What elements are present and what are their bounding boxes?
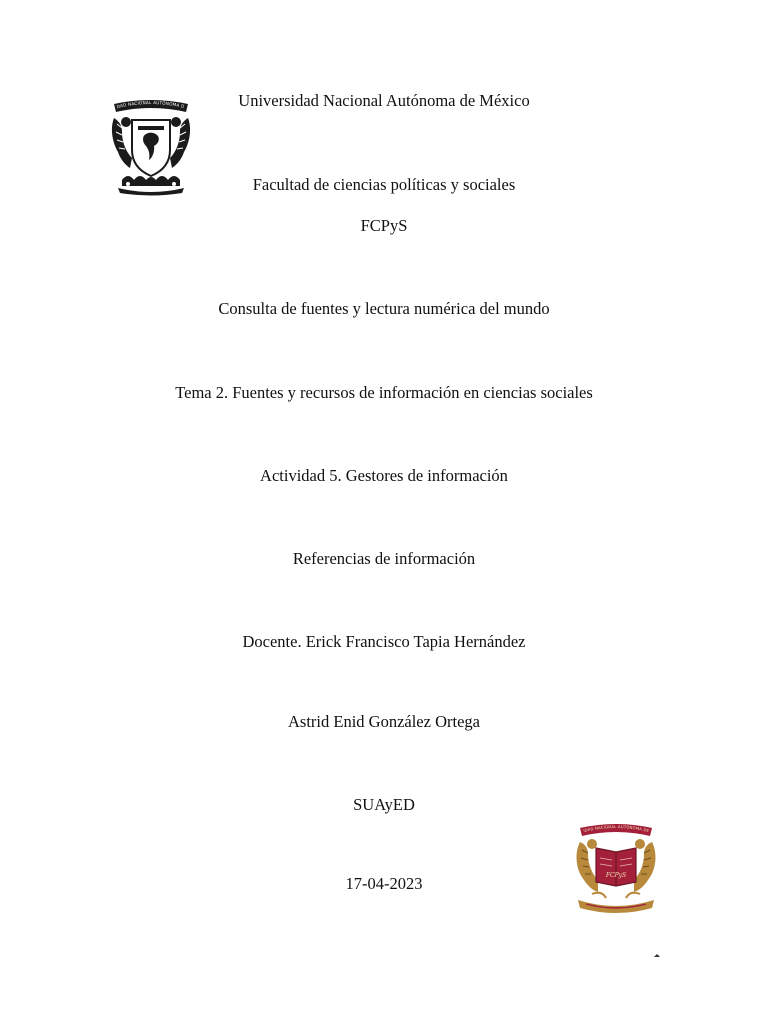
faculty-name: Facultad de ciencias políticas y sociales <box>252 175 516 194</box>
topic-title: Tema 2. Fuentes y recursos de información en ciencias sociales <box>175 383 593 402</box>
small-mark-icon <box>654 954 660 957</box>
system-name: SUAyED <box>353 795 415 814</box>
university-name: Universidad Nacional Autónoma de México <box>238 91 530 110</box>
activity-title: Actividad 5. Gestores de información <box>260 466 508 485</box>
svg-text:UNIVERSIDAD NACIONAL AUTÓNOMA: IDAD NACIONAL AUTÓNOMA DE <box>582 823 650 834</box>
student-name: Astrid Enid González Ortega <box>288 712 480 731</box>
svg-text:FCPyS: FCPyS <box>605 872 627 879</box>
teacher-name: Docente. Erick Francisco Tapia Hernández <box>242 632 526 651</box>
svg-text:UNIVERSIDAD NACIONAL AUTÓNOMA: DAD NACIONAL AUTÓNOMA D <box>116 99 185 110</box>
document-subtitle: Referencias de información <box>292 549 476 568</box>
document-date: 17-04-2023 <box>345 874 423 893</box>
course-name: Consulta de fuentes y lectura numérica del mundo <box>218 299 550 318</box>
faculty-acronym: FCPyS <box>360 216 408 235</box>
fcpys-seal-icon <box>572 822 660 916</box>
